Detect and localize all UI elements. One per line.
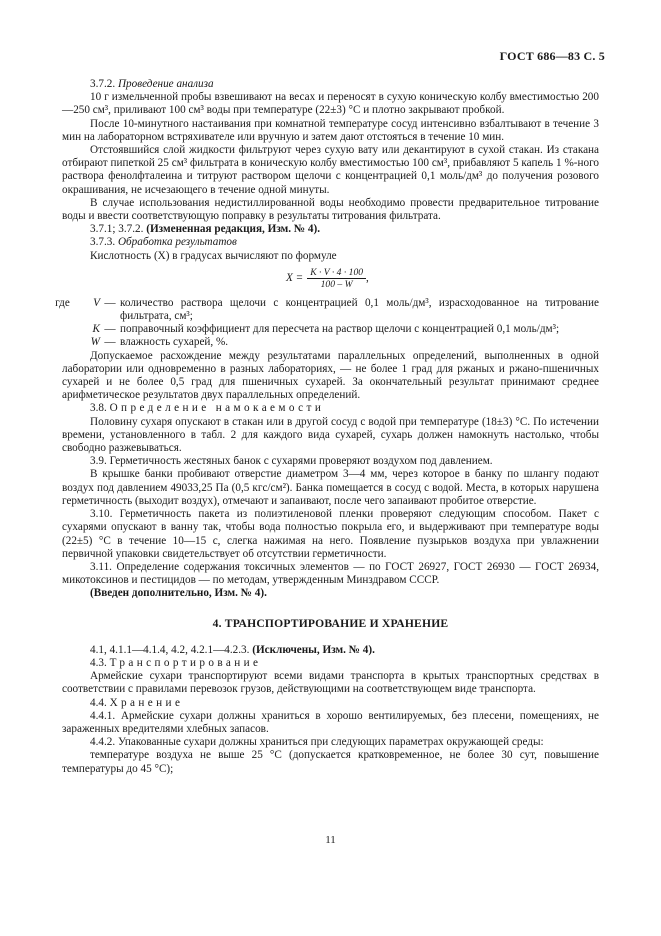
paragraph: В случае использования недистиллированной воды необходимо провести предварительное титрование воды и ввести соответствующую поправку в результаты титрования фильтрата. bbox=[62, 196, 599, 223]
formula-fraction bbox=[307, 267, 366, 290]
formula-numerator: K · V · 4 · 100 bbox=[307, 267, 366, 279]
amendment-note: (Введен дополнительно, Изм. № 4). bbox=[90, 587, 267, 600]
paragraph: После 10-минутного настаивания при комнатной температуре сосуд интенсивно взбалтывают в течение 3 мин на лабораторном встряхивателе или вручную и затем дают отстояться в течение 10 мин. bbox=[62, 117, 599, 143]
paragraph: Отстоявшийся слой жидкости фильтруют через сухую вату или декантируют в сухой стакан. Из стакана отбирают пипеткой 25 см³ фильтрата в коническую колбу вместимостью 100 см³, прибавляют 5 капель 1 %-ного раствора фенолфталеина и титруют раствором щелочи с концентрацией 0,1 моль/дм³ до получения розового окрашивания, не исчезающего в течение одной минуты. bbox=[62, 144, 599, 196]
paragraph: температуре воздуха не выше 25 °С (допускается кратковременное, не более 30 сут, повышение температуры до 45 °С); bbox=[62, 749, 599, 775]
clause-4-4-heading: 4.4. Хранение bbox=[90, 696, 184, 709]
paragraph: 3.11. Определение содержания токсичных элементов — по ГОСТ 26927, ГОСТ 26930 — ГОСТ 26934, микотоксинов и пестицидов — по методам, утвержденным Минздравом СССР. bbox=[62, 560, 599, 587]
acidity-formula: X = $\frac{K \cdot V \cdot 4 \cdot 100}{100 - W}$ , bbox=[286, 266, 369, 290]
page-number: 11 bbox=[325, 834, 336, 846]
amendment-note: 4.1, 4.1.1—4.1.4, 4.2, 4.2.1—4.2.3. (Исключены, Изм. № 4). bbox=[90, 643, 375, 656]
clause-4-3-heading: 4.3. Транспортирование bbox=[90, 656, 262, 669]
definition-row: K — поправочный коэффициент для пересчета на раствор щелочи с концентрацией 0,1 моль/дм³; bbox=[92, 323, 560, 336]
paragraph: Допускаемое расхождение между результатами параллельных определений, выполненных в одной лаборатории или одновременно в разных лабораториях, — не более 1 град для ржаных и ржано-пшеничных сухарей и не более 0,5 град для пшеничных сухарей. За окончательный результат принимают среднее арифметическое результатов двух параллельных определений. bbox=[62, 349, 599, 402]
paragraph: Армейские сухари транспортируют всеми видами транспорта в крытых транспортных средствах в соответствии с правилами перевозок грузов, действующими на соответствующем виде транспорта. bbox=[62, 670, 599, 696]
page-header: ГОСТ 686—83 С. 5 bbox=[499, 49, 605, 63]
amendment-note: 3.7.1; 3.7.2. (Измененная редакция, Изм. № 4). bbox=[90, 223, 321, 236]
document-body bbox=[55, 78, 599, 776]
paragraph: Половину сухаря опускают в стакан или в другой сосуд с водой при температуре (18±3) °С. По истечении времени, установленного в табл. 2 для каждого вида сухарей, сухарь должен намокнуть настолько, чтобы свободно разжевываться. bbox=[62, 415, 599, 455]
definition-row: W — влажность сухарей, %. bbox=[90, 336, 229, 349]
paragraph: Кислотность (X) в градусах вычисляют по формуле bbox=[90, 249, 337, 262]
clause-3-7-3-heading: 3.7.3. Обработка результатов bbox=[90, 236, 237, 249]
paragraph: 4.4.1. Армейские сухари должны храниться в хорошо вентилируемых, без плесени, помещениях, не зараженных вредителями хлебных запасов. bbox=[62, 709, 599, 735]
definition-row: где V — количество раствора щелочи с концентрацией 0,1 моль/дм³, израсходованное на титрование фильтрата, см³; bbox=[55, 296, 599, 323]
formula-denominator: 100 – W bbox=[320, 278, 353, 290]
formula-lhs: X = bbox=[286, 271, 304, 284]
paragraph: 3.9. Герметичность жестяных банок с сухарями проверяют воздухом под давлением. bbox=[90, 455, 493, 468]
clause-3-8-heading: 3.8. Определение намокаемости bbox=[90, 402, 325, 415]
section-4-title: 4. ТРАНСПОРТИРОВАНИЕ И ХРАНЕНИЕ bbox=[212, 616, 449, 630]
paragraph: В крышке банки пробивают отверстие диаметром 3—4 мм, через которое в банку по шлангу подают воздух под давлением 49033,25 Па (0,5 кгс/см²). Банка помещается в сосуд с водой. Места, в которых нарушена герметичность (выходит воздух), отмечают и запаивают, после чего запаивают пробитое отверстие. bbox=[62, 468, 599, 507]
paragraph: 10 г измельченной пробы взвешивают на весах и переносят в сухую коническую колбу вместимостью 200—250 см³, приливают 100 см³ воды при температуре (22±3) °С и плотно закрывают пробкой. bbox=[62, 91, 599, 117]
paragraph: 3.10. Герметичность пакета из полиэтиленовой пленки проверяют следующим способом. Пакет с сухарями опускают в ванну так, чтобы вода полностью покрыла его, и выдерживают при температуре воды (22±5) °С в течение 10—15 с, слегка нажимая на него. Появление пузырьков воздуха при увлажнении первичной упаковки свидетельствует об отсутствии герметичности. bbox=[62, 508, 599, 560]
formula-definitions bbox=[55, 296, 599, 350]
clause-3-7-2-heading: 3.7.2. Проведение анализа bbox=[90, 78, 214, 90]
paragraph: 4.4.2. Упакованные сухари должны храниться при следующих параметрах окружающей среды: bbox=[90, 736, 544, 749]
